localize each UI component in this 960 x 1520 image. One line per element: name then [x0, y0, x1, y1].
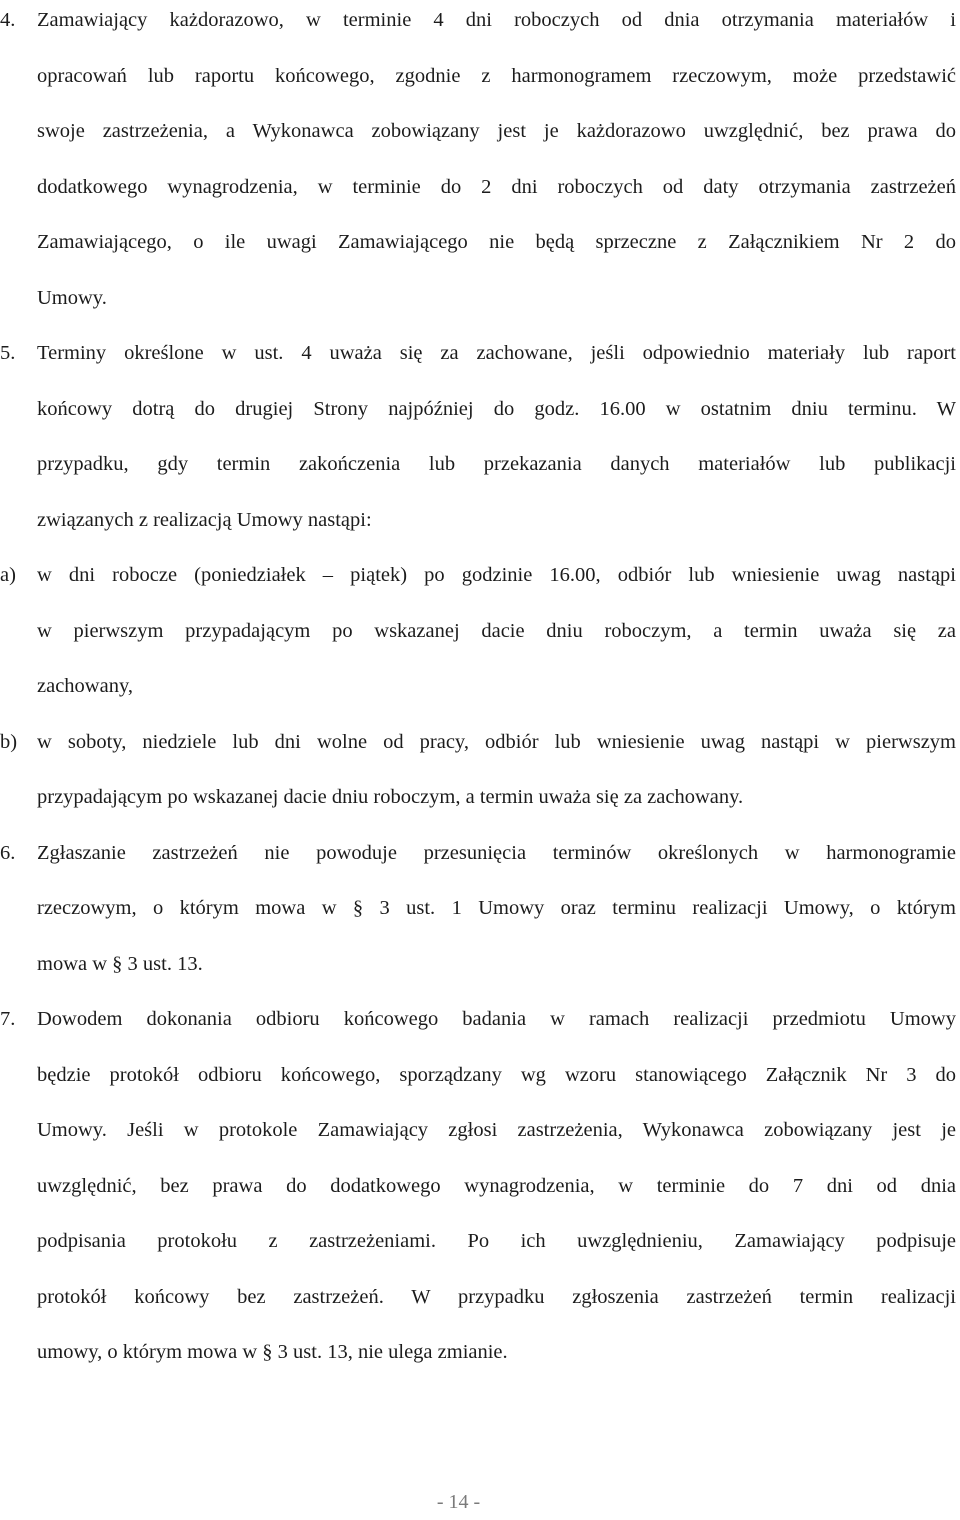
text-line	[0, 1166, 960, 1206]
text-line	[0, 111, 960, 151]
list-item-line	[0, 999, 960, 1039]
text-line	[0, 500, 960, 540]
list-marker: 5.	[0, 342, 16, 364]
line-text: w dni robocze (poniedziałek – piątek) po godzinie 16.00, odbiór lub wniesienie uwag nastąpi	[37, 564, 956, 586]
line-text: rzeczowym, o którym mowa w § 3 ust. 1 Umowy oraz terminu realizacji Umowy, o którym	[37, 897, 956, 919]
list-marker: 7.	[0, 1008, 16, 1030]
line-text: opracowań lub raportu końcowego, zgodnie z harmonogramem rzeczowym, może przedstawić	[37, 64, 956, 87]
line-text: Zamawiający każdorazowo, w terminie 4 dni roboczych od dnia otrzymania materiałów i	[37, 9, 956, 31]
list-item-line	[0, 333, 960, 373]
text-line	[0, 777, 960, 817]
line-text: swoje zastrzeżenia, a Wykonawca zobowiązany jest je każdorazowo uwzględnić, bez prawa do	[37, 120, 956, 142]
line-text: Zamawiającego, o ile uwagi Zamawiającego nie będą sprzeczne z Załącznikiem Nr 2 do	[37, 231, 956, 253]
line-text: Terminy określone w ust. 4 uważa się za zachowane, jeśli odpowiednio materiały lub raport	[37, 342, 956, 364]
text-line	[0, 56, 960, 96]
list-marker: b)	[0, 730, 18, 753]
line-text: podpisania protokołu z zastrzeżeniami. Po ich uwzględnieniu, Zamawiający podpisuje	[37, 1230, 956, 1252]
line-text: zachowany,	[37, 675, 133, 697]
line-text: związanych z realizacją Umowy nastąpi:	[37, 508, 372, 531]
line-text: umowy, o którym mowa w § 3 ust. 13, nie ulega zmianie.	[37, 1341, 508, 1363]
line-text: w pierwszym przypadającym po wskazanej dacie dniu roboczym, a termin uważa się za	[37, 619, 956, 642]
line-text: Umowy.	[37, 286, 107, 309]
list-item-line	[0, 833, 960, 873]
text-line	[0, 222, 960, 262]
line-text: protokół końcowy bez zastrzeżeń. W przypadku zgłoszenia zastrzeżeń termin realizacji	[37, 1285, 956, 1308]
line-text: Umowy. Jeśli w protokole Zamawiający zgłosi zastrzeżenia, Wykonawca zobowiązany jest je	[37, 1119, 956, 1141]
line-text: przypadku, gdy termin zakończenia lub przekazania danych materiałów lub publikacji	[37, 453, 956, 475]
list-marker: 4.	[0, 9, 16, 31]
line-text: przypadającym po wskazanej dacie dniu roboczym, a termin uważa się za zachowany.	[37, 786, 744, 808]
list-item-line	[0, 722, 960, 762]
line-text: Dowodem dokonania odbioru końcowego badania w ramach realizacji przedmiotu Umowy	[37, 1008, 956, 1030]
text-line	[0, 1110, 960, 1150]
text-line	[0, 444, 960, 484]
line-text: w soboty, niedziele lub dni wolne od pracy, odbiór lub wniesienie uwag nastąpi w pierwszym	[37, 730, 956, 753]
text-line	[0, 1332, 960, 1372]
page-number: - 14 -	[436, 1491, 481, 1513]
text-line	[0, 1277, 960, 1317]
text-line	[0, 1221, 960, 1261]
text-line	[0, 1055, 960, 1095]
text-line	[0, 167, 960, 207]
text-line	[0, 888, 960, 928]
line-text: będzie protokół odbioru końcowego, sporządzany wg wzoru stanowiącego Załącznik Nr 3 do	[37, 1063, 956, 1086]
list-item-line	[0, 0, 960, 40]
text-line	[0, 944, 960, 984]
list-marker: 6.	[0, 841, 16, 864]
line-text: końcowy dotrą do drugiej Strony najpóźniej do godz. 16.00 w ostatnim dniu terminu. W	[37, 397, 956, 420]
text-line	[0, 666, 960, 706]
line-text: Zgłaszanie zastrzeżeń nie powoduje przesunięcia terminów określonych w harmonogramie	[37, 841, 956, 864]
list-item-line	[0, 555, 960, 595]
line-text: dodatkowego wynagrodzenia, w terminie do 2 dni roboczych od daty otrzymania zastrzeżeń	[37, 175, 956, 198]
list-marker: a)	[0, 564, 16, 586]
line-text: uwzględnić, bez prawa do dodatkowego wynagrodzenia, w terminie do 7 dni od dnia	[37, 1174, 956, 1197]
text-line	[0, 278, 960, 318]
text-line	[0, 389, 960, 429]
line-text: mowa w § 3 ust. 13.	[37, 952, 203, 975]
text-line	[0, 611, 960, 651]
